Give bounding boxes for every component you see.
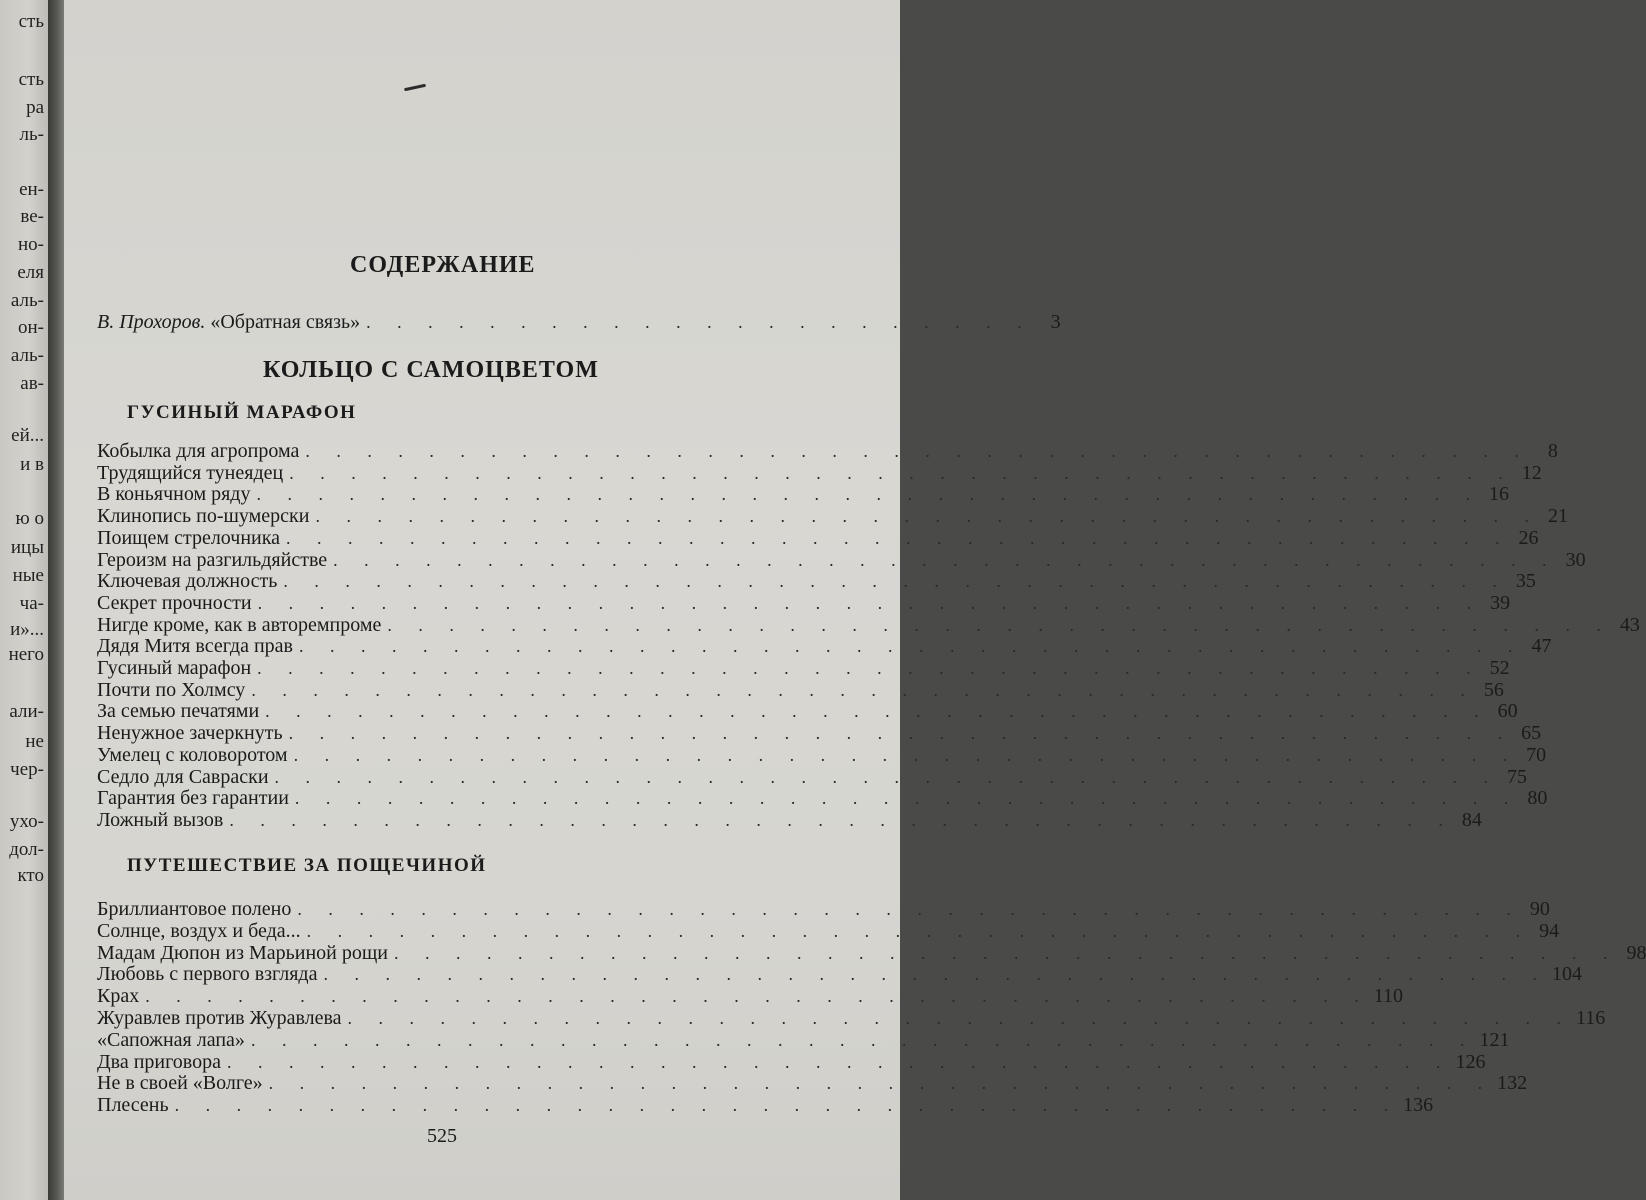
toc-entry [97,985,1403,1008]
toc-page-number: 26 [1518,526,1539,549]
toc-page-number: 121 [1479,1028,1510,1051]
toc-entry [97,765,1528,788]
toc-entry-title: Плесень [97,1094,169,1117]
dot-leader: . . . . . . . . . . . . . . . . . . . . . . . . . . . . . . . . . . . . . . . . [323,964,1548,985]
left-page-fragment: ен- [19,179,44,200]
toc-entry-title: Мадам Дюпон из Марьиной рощи [97,941,388,964]
toc-entry-title: Нигде кроме, как в авторемпроме [97,613,382,636]
dot-leader: . . . . . . . . . . . . . . . . . . . . . . . . . . . . . . . . . . . . . . . . [265,701,1490,722]
dot-leader: . . . . . . . . . . . . . . . . . . . . . . . . . . . . . . . . . . . . . . . . [333,549,1558,570]
toc-entry-title: Не в своей «Волге» [97,1072,263,1095]
left-page-fragment: сть [18,11,44,32]
intro-author: В. Прохоров. [97,311,206,333]
part-title: КОЛЬЦО С САМОЦВЕТОМ [263,357,599,383]
dot-leader: . . . . . . . . . . . . . . . . . . . . . . . . . . . . . . . . . . . . . . . . [306,920,1532,941]
toc-entry [97,505,1568,528]
dot-leader: . . . . . . . . . . . . . . . . . . . . . . . . . . . . . . . . . . . . . . . . [293,744,1519,765]
left-page-fragment: ра [26,97,44,118]
toc-entry-title: Седло для Савраски [97,765,269,788]
toc-entry-title: Крах [97,985,140,1008]
toc-page-number: 116 [1576,1007,1606,1029]
toc-intro-entry [97,311,1061,333]
toc-entry [97,722,1542,745]
dot-leader: . . . . . . . . . . . . . . . . . . . . . . . . . . . . . . . . . . . . . . . . [294,788,1520,809]
toc-page-number: 16 [1488,483,1509,506]
toc-page-number: 136 [1403,1094,1434,1117]
toc-entry-title: Два приговора [97,1050,221,1073]
toc-page-number: 21 [1547,505,1568,528]
toc-entry [97,1072,1528,1095]
toc-page-number: 104 [1551,963,1582,986]
left-page-fragment: ль- [19,124,44,145]
toc-page-number: 80 [1527,787,1548,810]
intro-title: «Обратная связь» [210,311,361,333]
toc-entry [97,591,1511,614]
toc-page-number: 90 [1529,898,1550,920]
toc-page-number: 132 [1497,1072,1528,1095]
toc-entry [97,678,1504,701]
toc-entry-title: Ложный вызов [97,808,224,831]
dot-leader: . . . . . . . . . . . . . . . . . . . . . . . . . . . . . . . . . . . . . . . . [257,658,1482,678]
toc-page-number: 43 [1619,613,1640,636]
dot-leader: . . . . . . . . . . . . . . . . . . . . . . . . . . . . . . . . . . . . . . . . [250,1029,1476,1050]
left-page-fragment: и в [20,454,44,475]
toc-entry-title: Почти по Холмсу [97,678,246,701]
toc-intro-text [97,311,366,333]
left-page-fragment: ухо- [9,811,44,832]
toc-entry-title: Героизм на разгильдяйстве [97,548,328,571]
toc-entry [97,963,1582,986]
toc-entry-title: Любовь с первого взгляда [97,963,318,986]
toc-page-number: 84 [1461,808,1482,831]
toc-entry-title: Дядя Митя всегда прав [97,635,293,658]
toc-page-number: 65 [1521,722,1542,745]
left-page-edge [0,0,48,1200]
left-page-fragment: аль- [10,290,44,311]
toc-entry [97,1050,1486,1073]
toc-entry-title: Солнце, воздух и беда... [97,919,301,942]
toc-entry [97,483,1509,506]
toc-entry [97,941,1646,964]
toc-entry [97,548,1586,571]
left-page-fragment: и»... [10,619,44,640]
toc-entry [97,919,1560,942]
toc-page-number: 94 [1539,919,1560,942]
left-page-fragment: ю о [15,508,44,529]
toc-entry-title: Трудящийся тунеядец [97,461,284,484]
left-page-fragment: ве- [20,206,44,227]
dot-leader: . . . . . . . . . . . . . . . . . . . . . . . . . . . . . . . . . . . . . . . . [145,986,1370,1007]
toc-page-number: 70 [1526,743,1547,766]
toc-entry [97,1094,1434,1117]
toc-title: СОДЕРЖАНИЕ [350,252,536,278]
toc-entry-title: «Сапожная лапа» [97,1028,245,1051]
section-title: ПУТЕШЕСТВИЕ ЗА ПОЩЕЧИНОЙ [127,855,487,876]
dot-leader: . . . . . . . . . . . . . . . . . . . . . . . . . . . . . . . . . . . . . . . . [274,766,1500,787]
left-page-fragment: ча- [19,593,44,614]
dot-leader: . . . . . . . . . . . . . . . . . . . . . . . . . . . . . . . . . . . . . . . . [227,1051,1452,1072]
dot-leader: . . . . . . . . . . . . . . . . . . . . . . . . . . . . . . . . . . . . . . . . [229,809,1454,830]
toc-entry [97,635,1552,658]
dot-leader: . . . . . . . . . . . . . . . . . . . . . . . . . . . . . . . . . . . . . . . . [268,1073,1494,1094]
dot-leader: . . . . . . . . . . . . . . . . . . . . . . . . . . . . . . . . . . . . . . . . [297,899,1522,919]
toc-entry-title: Умелец с коловоротом [97,743,288,766]
left-page-fragment: чер- [10,759,44,780]
dot-leader: . . . . . . . . . . . . . . . . . . . . . . . . . . . . . . . . . . . . . . . . [256,484,1481,505]
dot-leader: . . . . . . . . . . . . . . . . . . . . . . . . . . . . . . . . . . . . . . . . [393,942,1619,963]
left-page-fragment: еля [17,262,44,283]
toc-entry-title: За семью печатями [97,700,260,723]
toc-entry [97,526,1539,549]
toc-entry [97,570,1536,593]
toc-entry [97,440,1558,462]
toc-entry [97,1028,1510,1051]
toc-entry-title: Журавлев против Журавлева [97,1007,342,1029]
toc-entry [97,657,1510,679]
left-page-fragment: но- [18,234,44,255]
left-page-fragment: он- [18,317,44,338]
left-page-fragment: ные [12,565,44,586]
page-number: 525 [427,1125,457,1147]
toc-entry [97,898,1550,920]
toc-entry-title: Гусиный марафон [97,657,252,679]
left-page-fragment: сть [18,69,44,90]
toc-page-number: 47 [1531,635,1552,658]
toc-entry [97,700,1518,723]
left-page-fragment: аль- [10,345,44,366]
toc-entry-title: В коньячном ряду [97,483,251,506]
toc-entry-title: Ключевая должность [97,570,278,593]
left-page-fragment: него [8,644,44,665]
left-page-fragment: кто [17,865,44,886]
section-title: ГУСИНЫЙ МАРАФОН [127,402,357,423]
toc-entry [97,1007,1606,1029]
toc-entry-title: Кобылка для агропрома [97,440,300,462]
toc-entry-title: Поищем стрелочника [97,526,281,549]
toc-page-number: 12 [1521,461,1542,484]
toc-entry [97,808,1482,831]
dot-leader: . . . . . . . . . . . . . . . . . . . . . . . . . . . . . . . . . . . . . . . . [257,592,1483,613]
dot-leader: . . . . . . . . . . . . . . . . . . . . . . . . . . . . . . . . . . . . . . . . [283,571,1508,592]
toc-page-number: 98 [1626,941,1646,964]
dot-leader: . . . . . . . . . . . . . . . . . . . . . . . . . . . . . . . . . . . . . . . . [315,506,1540,527]
dot-leader: . . . . . . . . . . . . . . . . . . . . . . . . . . . . . . . . . . . . . . . . [305,441,1530,461]
toc-page-number: 3 [1050,311,1061,333]
dot-leader: . . . . . . . . . . . . . . . . . . . . . . . . . . . . . . . . . . . . . . . . [289,462,1514,483]
toc-entry-title: Бриллиантовое полено [97,898,292,920]
toc-entry [97,613,1640,636]
toc-page-number: 52 [1489,657,1510,679]
dot-leader: . . . . . . . . . . . . . . . . . . . . . . . . . . . . . . . . . . . . . . . . [251,679,1476,700]
toc-page-number: 126 [1455,1050,1486,1073]
toc-page-number: 35 [1515,570,1536,593]
left-page-fragment: ицы [10,537,44,558]
left-page-fragment: не [25,731,44,752]
dot-leader: . . . . . . . . . . . . . . . . . . . . . . . . . . . . . . . . . . . . . . . . [288,723,1514,744]
dot-leader: . . . . . . . . . . . . . . . . . . . . . . . . . . . . . . . . . . . . . . . . [299,636,1524,657]
toc-entry [97,743,1547,766]
book-gutter [48,0,64,1200]
left-page-fragment: али- [9,701,44,722]
toc-entry [97,461,1542,484]
toc-page-number: 56 [1483,678,1504,701]
toc-entry-title: Гарантия без гарантии [97,787,289,810]
toc-page-number: 60 [1497,700,1518,723]
toc-page-number: 8 [1547,440,1558,462]
left-page-fragment: ей... [11,425,44,446]
left-page-fragment: ав- [20,373,44,394]
left-page-fragment: дол- [9,839,44,860]
dot-leader: . . . . . . . . . . . . . . . . . . . . . . . . . . . . . . . . . . . . . . . . [286,527,1511,548]
dot-leader: . . . . . . . . . . . . . . . . . . . . . . . . . . . . . . . . . . . . . . . . [347,1008,1573,1028]
toc-page-number: 75 [1507,765,1528,788]
toc-page-number: 30 [1565,548,1586,571]
toc-entry [97,787,1548,810]
toc-page-number: 110 [1373,985,1403,1008]
dot-leader: . . . . . . . . . . . . . . . . . . . . . . . . . . . . . . . . . . . . . . . . [387,614,1612,635]
toc-page-number: 39 [1490,591,1511,614]
dot-leader: . . . . . . . . . . . . . . . . . . . . . . . . . . . . . . . . . . . . . . . . [174,1095,1400,1116]
dot-leader: . . . . . . . . . . . . . . . . . . . . . . [366,312,1033,332]
toc-entry-title: Секрет прочности [97,591,252,614]
toc-entry-title: Клинопись по-шумерски [97,505,310,528]
toc-entry-title: Ненужное зачеркнуть [97,722,283,745]
